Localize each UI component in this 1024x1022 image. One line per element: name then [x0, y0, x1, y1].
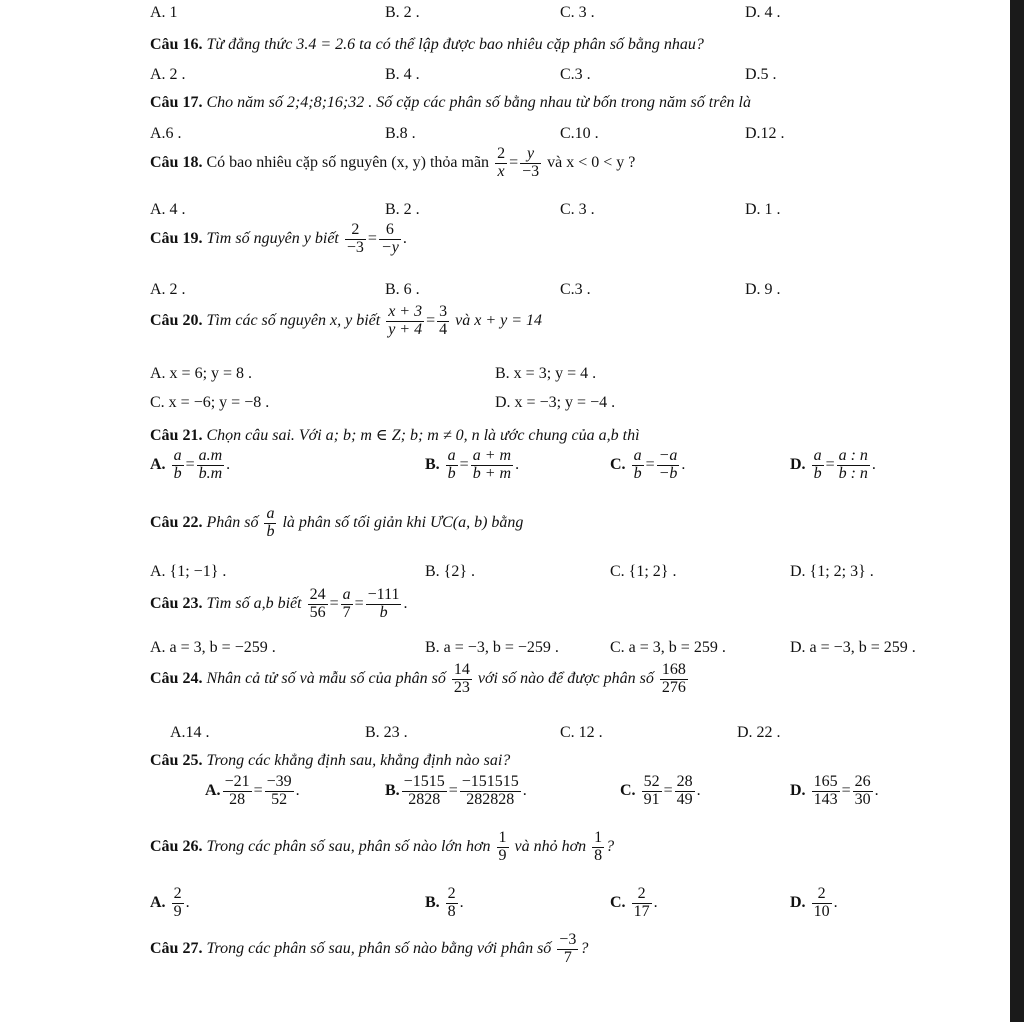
q26-question-mark: ?	[606, 837, 615, 855]
q23-option-c: C. a = 3, b = 259 .	[610, 639, 726, 656]
q22-label: Câu 22.	[150, 513, 203, 531]
q27-question-mark: ?	[580, 939, 589, 957]
q27-text-pre: Trong các phân số sau, phân số nào bằng với phân số	[206, 939, 552, 957]
q20-text-pre: Tìm các số nguyên x, y biết	[206, 311, 381, 329]
q15-option-c: C. 3 .	[560, 4, 595, 21]
q24-text-mid: với số nào để được phân số	[477, 669, 654, 687]
q23-option-a: A. a = 3, b = −259 .	[150, 639, 276, 656]
q19-text-pre: Tìm số nguyên y biết	[206, 229, 339, 247]
q20-option-c: C. x = −6; y = −8 .	[150, 394, 270, 411]
q19-question	[150, 222, 407, 257]
q16-option-a: A. 2 .	[150, 66, 186, 83]
q22-option-d: D. {1; 2; 3} .	[790, 563, 874, 580]
q20-option-a: A. x = 6; y = 8 .	[150, 365, 253, 382]
q26-fraction-1: $\frac{1}{9}$	[498, 829, 507, 864]
q17-label: Câu 17.	[150, 94, 203, 111]
q18-option-c: C. 3 .	[560, 201, 595, 218]
q25-option-b: B. $\frac{-1515}{2828}$ = $\frac{-151515}{282828}$ .	[385, 773, 527, 808]
q25-text: Trong các khẳng định sau, khẳng định nào sai?	[206, 752, 511, 769]
q26-text-pre: Trong các phân số sau, phân số nào lớn hơn	[206, 837, 491, 855]
q17-option-b: B.8 .	[385, 125, 416, 142]
q18-text-pre: Có bao nhiêu cặp số nguyên (x, y) thỏa mãn	[206, 153, 490, 171]
q18-text-post: và x < 0 < y ?	[547, 153, 636, 171]
q19-fraction-1: $\frac{2}{-3}$	[346, 221, 364, 256]
q23-fraction-2: $\frac{a}{7}$	[342, 586, 351, 621]
q22-option-a: A. {1; −1} .	[150, 563, 227, 580]
q17-text: Cho năm số 2;4;8;16;32 . Số cặp các phân số bằng nhau từ bốn trong năm số trên là	[206, 94, 751, 111]
right-edge-bar	[1010, 0, 1024, 1022]
q27-question	[150, 932, 588, 967]
q16-option-c: C.3 .	[560, 66, 591, 83]
q16-question	[150, 36, 704, 54]
q23-question: Câu 23. Tìm số a,b biết $\frac{24}{56}$ = $\frac{a}{7}$ = $\frac{-111}{b}$ .	[150, 586, 408, 621]
q24-option-d: D. 22 .	[737, 724, 781, 741]
q26-option-b: B. $\frac{2}{8}$ .	[425, 885, 464, 920]
q27-fraction: $\frac{-3}{7}$	[559, 931, 577, 966]
q23-label: Câu 23.	[150, 594, 203, 612]
q20-fraction-1: $\frac{x + 3}{y + 4}$	[388, 303, 423, 338]
q17-option-c: C.10 .	[560, 125, 599, 142]
q21-option-b: B. $\frac{a}{b}$ = $\frac{a + m}{b + m}$ .	[425, 447, 520, 482]
q24-label: Câu 24.	[150, 669, 203, 687]
q22-fraction: $\frac{a}{b}$	[266, 505, 275, 540]
q26-option-c: C. $\frac{2}{17}$ .	[610, 885, 658, 920]
q17-question	[150, 94, 751, 112]
q26-question	[150, 830, 614, 865]
q21-option-a: A. $\frac{a}{b}$ = $\frac{a.m}{b.m}$ .	[150, 447, 231, 482]
q18-fraction-1: $\frac{2}{x}$	[497, 145, 506, 180]
q22-option-c: C. {1; 2} .	[610, 563, 677, 580]
q24-text-pre: Nhân cả tử số và mẫu số của phân số	[206, 669, 446, 687]
q23-option-b: B. a = −3, b = −259 .	[425, 639, 559, 656]
q18-question	[150, 146, 635, 181]
q23-fraction-3: $\frac{-111}{b}$	[367, 586, 400, 621]
q21-label: Câu 21.	[150, 427, 203, 444]
q20-question	[150, 304, 542, 339]
q18-option-a: A. 4 .	[150, 201, 186, 218]
q26-text-mid: và nhỏ hơn	[514, 837, 587, 855]
q20-fraction-2: $\frac{3}{4}$	[439, 303, 448, 338]
q22-option-b: B. {2} .	[425, 563, 476, 580]
q16-label: Câu 16.	[150, 36, 203, 53]
q23-fraction-1: $\frac{24}{56}$	[309, 586, 326, 621]
q17-option-d: D.12 .	[745, 125, 785, 142]
q24-fraction-2: $\frac{168}{276}$	[661, 661, 686, 696]
q25-question	[150, 752, 510, 770]
q23-text-pre: Tìm số a,b biết	[206, 594, 302, 612]
q23-option-d: D. a = −3, b = 259 .	[790, 639, 916, 656]
q15-option-a: A. 1	[150, 4, 178, 21]
q24-option-a: A.14 .	[170, 724, 210, 741]
q21-option-d: D. $\frac{a}{b}$ = $\frac{a : n}{b : n}$ .	[790, 447, 876, 482]
q21-option-c: C. $\frac{a}{b}$ = $\frac{-a}{-b}$ .	[610, 447, 686, 482]
q18-label: Câu 18.	[150, 153, 203, 171]
q19-period: .	[402, 229, 407, 247]
q16-option-b: B. 4 .	[385, 66, 420, 83]
q19-option-d: D. 9 .	[745, 281, 781, 298]
q22-text-pre: Phân số	[206, 513, 259, 531]
q24-question	[150, 662, 690, 697]
q15-option-d: D. 4 .	[745, 4, 781, 21]
q19-option-c: C.3 .	[560, 281, 591, 298]
q27-label: Câu 27.	[150, 939, 203, 957]
q25-option-d: D. $\frac{165}{143}$ = $\frac{26}{30}$ .	[790, 773, 879, 808]
q25-label: Câu 25.	[150, 752, 203, 769]
q18-option-b: B. 2 .	[385, 201, 420, 218]
q26-option-a: A. $\frac{2}{9}$ .	[150, 885, 190, 920]
q24-fraction-1: $\frac{14}{23}$	[453, 661, 470, 696]
q22-text-post: là phân số tối giản khi ƯC(a, b) bằng	[282, 513, 524, 531]
q21-text: Chọn câu sai. Với a; b; m ∈ Z; b; m ≠ 0, n là ước chung của a,b thì	[206, 427, 640, 444]
q26-fraction-2: $\frac{1}{8}$	[594, 829, 603, 864]
q20-option-b: B. x = 3; y = 4 .	[495, 365, 597, 382]
q16-text: Từ đẳng thức 3.4 = 2.6 ta có thể lập được bao nhiêu cặp phân số bằng nhau?	[206, 36, 704, 53]
q26-label: Câu 26.	[150, 837, 203, 855]
q18-fraction-2: $\frac{y}{-3}$	[522, 145, 540, 180]
q25-option-a: A. $\frac{-21}{28}$ = $\frac{-39}{52}$ .	[205, 773, 300, 808]
q24-option-c: C. 12 .	[560, 724, 603, 741]
q24-option-b: B. 23 .	[365, 724, 408, 741]
q20-label: Câu 20.	[150, 311, 203, 329]
q16-option-d: D.5 .	[745, 66, 777, 83]
q21-question	[150, 425, 640, 445]
q20-option-d: D. x = −3; y = −4 .	[495, 394, 616, 411]
q17-option-a: A.6 .	[150, 125, 182, 142]
q22-question	[150, 506, 523, 541]
q19-option-b: B. 6 .	[385, 281, 420, 298]
q20-text-post: và x + y = 14	[455, 311, 543, 329]
q20-equals: =	[426, 311, 436, 329]
q26-option-d: D. $\frac{2}{10}$ .	[790, 885, 838, 920]
q15-option-b: B. 2 .	[385, 4, 420, 21]
q19-option-a: A. 2 .	[150, 281, 186, 298]
q19-fraction-2: $\frac{6}{-y}$	[380, 221, 399, 256]
q19-label: Câu 19.	[150, 229, 203, 247]
q19-equals: =	[367, 229, 377, 247]
q18-option-d: D. 1 .	[745, 201, 781, 218]
q25-option-c: C. $\frac{52}{91}$ = $\frac{28}{49}$ .	[620, 773, 701, 808]
q18-equals: =	[509, 153, 519, 171]
